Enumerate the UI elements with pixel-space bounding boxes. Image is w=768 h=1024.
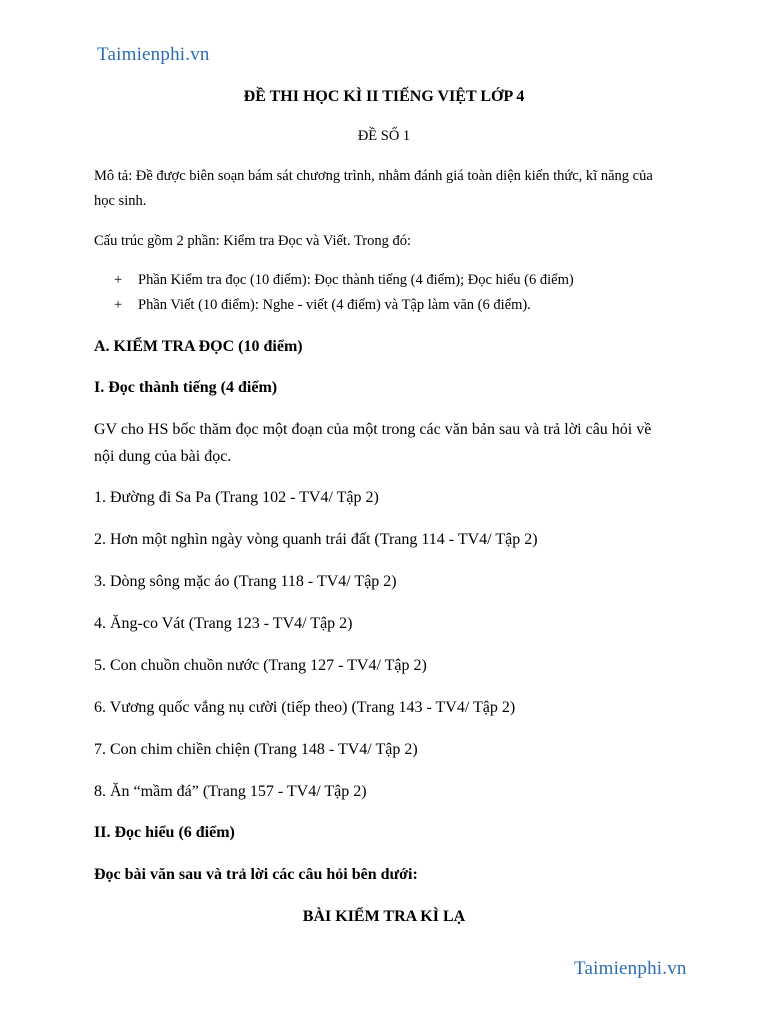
document-title: ĐỀ THI HỌC KÌ II TIẾNG VIỆT LỚP 4 (243, 88, 525, 105)
section-a-heading: A. KIỂM TRA ĐỌC (10 điểm) (94, 338, 303, 355)
description-line-2: học sinh. (94, 193, 147, 209)
reading-item: 4. Ăng-co Vát (Trang 123 - TV4/ Tập 2) (94, 615, 353, 632)
document-subtitle: ĐỀ SỐ 1 (357, 128, 411, 144)
instruction-line-1: GV cho HS bốc thăm đọc một đoạn của một trong các văn bản sau và trả lời câu hỏi về (94, 421, 652, 438)
bullet-mark: + (114, 272, 123, 288)
reading-instruction: Đọc bài văn sau và trả lời các câu hỏi bên dưới: (94, 866, 418, 883)
reading-item: 8. Ăn “mầm đá” (Trang 157 - TV4/ Tập 2) (94, 783, 367, 800)
section-a2-heading: II. Đọc hiểu (6 điểm) (94, 824, 235, 841)
reading-item: 2. Hơn một nghìn ngày vòng quanh trái đất (Trang 114 - TV4/ Tập 2) (94, 531, 538, 548)
section-a1-heading: I. Đọc thành tiếng (4 điểm) (94, 379, 278, 396)
reading-item: 7. Con chim chiền chiện (Trang 148 - TV4/ Tập 2) (94, 741, 418, 758)
structure-intro: Cấu trúc gồm 2 phần: Kiểm tra Đọc và Viết. Trong đó: (94, 233, 412, 249)
reading-item: 1. Đường đi Sa Pa (Trang 102 - TV4/ Tập 2) (94, 489, 379, 506)
bullet-item-writing: Phần Viết (10 điểm): Nghe - viết (4 điểm) và Tập làm văn (6 điểm). (138, 297, 531, 313)
reading-item: 3. Dòng sông mặc áo (Trang 118 - TV4/ Tập 2) (94, 573, 397, 590)
bullet-item-reading: Phần Kiểm tra đọc (10 điểm): Đọc thành tiếng (4 điểm); Đọc hiểu (6 điểm) (138, 272, 574, 288)
reading-item: 6. Vương quốc vắng nụ cười (tiếp theo) (Trang 143 - TV4/ Tập 2) (94, 699, 516, 716)
bullet-mark: + (114, 297, 123, 313)
description-line-1: Mô tả: Đề được biên soạn bám sát chương trình, nhằm đánh giá toàn diện kiến thức, kĩ năng của (94, 168, 653, 184)
reading-item: 5. Con chuồn chuồn nước (Trang 127 - TV4/ Tập 2) (94, 657, 427, 674)
passage-title: BÀI KIỂM TRA KÌ LẠ (302, 908, 466, 925)
brand-logo-bottom[interactable]: Taimienphi.vn (574, 958, 687, 979)
instruction-line-2: nội dung của bài đọc. (94, 448, 232, 465)
brand-logo-top[interactable]: Taimienphi.vn (97, 44, 210, 65)
